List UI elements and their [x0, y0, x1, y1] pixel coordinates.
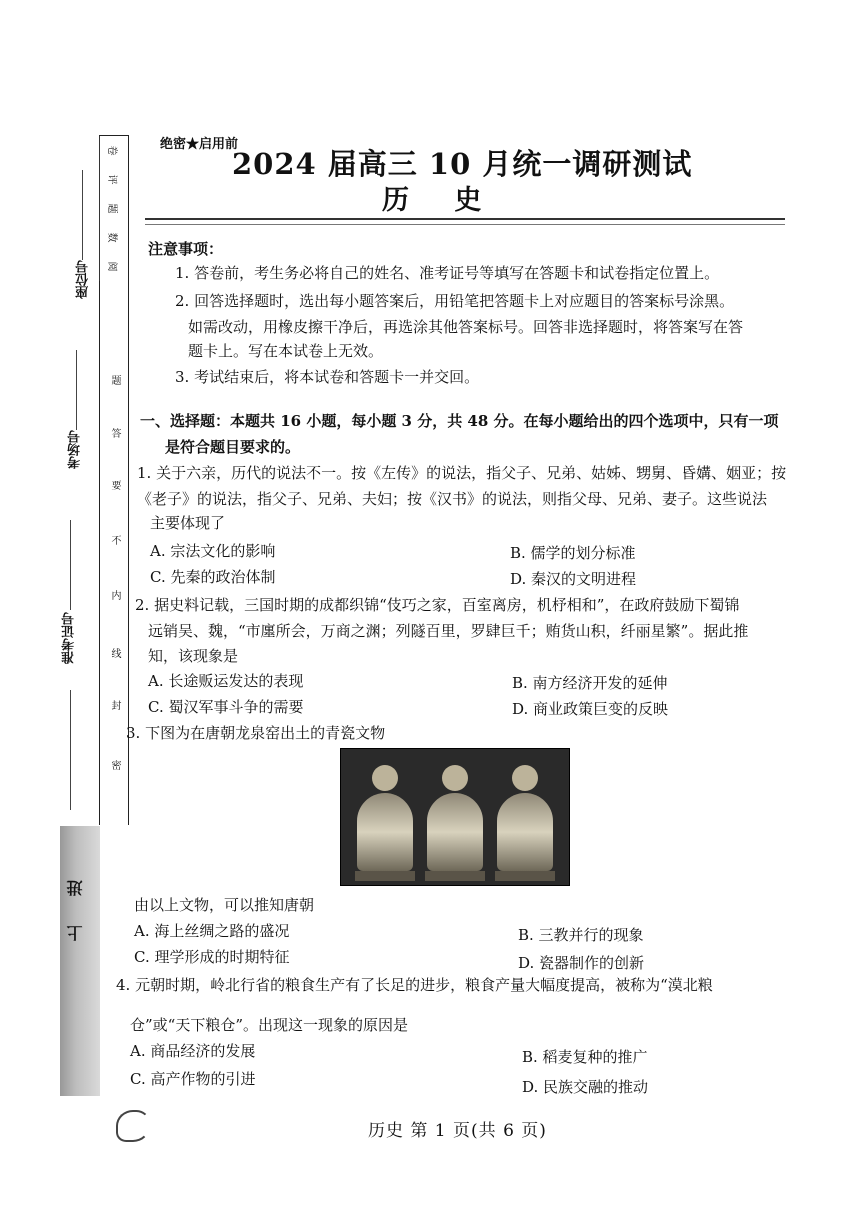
q3-option-c[interactable]: C. 理学形成的时期特征 — [134, 948, 290, 966]
seal-char: 内 — [109, 590, 120, 600]
ticket-number-line-lower — [70, 690, 71, 810]
seal-char: 封 — [109, 700, 120, 710]
question-2-text: 知，该现象是 — [148, 647, 239, 665]
title-underline — [145, 218, 785, 225]
q1-option-b[interactable]: B. 儒学的划分标准 — [510, 544, 636, 562]
q3-option-a[interactable]: A. 海上丝绸之路的盛况 — [134, 922, 290, 940]
ticket-number-label: 准考证号 — [62, 612, 77, 664]
binding-margin — [0, 0, 140, 1227]
up-label: 上 — [66, 925, 85, 941]
exam-room-label: 考场号 — [68, 430, 83, 469]
question-3-text: 3. 下图为在唐朝龙泉窑出土的青瓷文物 — [126, 724, 386, 742]
question-1-text: 1. 关于六亲，历代的说法不一。按《左传》的说法，指父子、兄弟、姑姊、甥舅、昏媾、姻亚；按 — [137, 464, 787, 482]
statue-figure — [495, 765, 555, 881]
question-1-text: 《老子》的说法，指父子、兄弟、夫妇；按《汉书》的说法，则指父母、兄弟、妻子。这些说法 — [137, 490, 768, 508]
q4-option-b[interactable]: B. 稻麦复种的推广 — [522, 1048, 648, 1066]
in-label: 进 — [66, 880, 85, 896]
question-2-text: 远销吴、魏，“市廛所会，万商之渊；列隧百里，罗肆巨千；贿货山积，纤丽星繁”。据此推 — [148, 622, 749, 640]
seat-number-label: 座位号 — [76, 260, 91, 299]
notice-title: 注意事项： — [148, 240, 224, 258]
celadon-statues-image — [340, 748, 570, 886]
grading-grid — [99, 135, 128, 326]
q2-option-d[interactable]: D. 商业政策巨变的反映 — [512, 700, 669, 718]
q3-option-b[interactable]: B. 三教并行的现象 — [518, 926, 644, 944]
q1-option-a[interactable]: A. 宗法文化的影响 — [150, 542, 276, 560]
section-heading-cont: 是符合题目要求的。 — [165, 438, 301, 456]
q1-option-d[interactable]: D. 秦汉的文明进程 — [510, 570, 637, 588]
q2-option-b[interactable]: B. 南方经济开发的延伸 — [512, 674, 668, 692]
page-footer: 历史 第 1 页(共 6 页) — [368, 1121, 547, 1141]
exam-room-line — [76, 350, 77, 430]
q1-option-c[interactable]: C. 先秦的政治体制 — [150, 568, 276, 586]
seal-char: 线 — [109, 648, 120, 658]
notice-item: 2. 回答选择题时，选出每小题答案后，用铅笔把答题卡上对应题目的答案标号涂黑。 — [175, 292, 735, 310]
corner-fold-mark — [116, 1110, 150, 1142]
notice-item: 3. 考试结束后，将本试卷和答题卡一并交回。 — [175, 368, 480, 386]
q4-option-d[interactable]: D. 民族交融的推动 — [522, 1078, 649, 1096]
notice-item: 1. 答卷前，考生务必将自己的姓名、准考证号等填写在答题卡和试卷指定位置上。 — [175, 264, 720, 282]
grid-cell: 数 — [99, 223, 128, 252]
q2-option-c[interactable]: C. 蜀汉军事斗争的需要 — [148, 698, 304, 716]
q2-option-a[interactable]: A. 长途贩运发达的表现 — [148, 672, 304, 690]
binding-shadow — [60, 826, 100, 1096]
statue-figure — [425, 765, 485, 881]
confidential-mark: 绝密★启用前 — [160, 137, 239, 152]
q4-option-a[interactable]: A. 商品经济的发展 — [130, 1042, 256, 1060]
question-4-text: 仓”或“天下粮仓”。出现这一现象的原因是 — [130, 1016, 409, 1034]
question-3-stem: 由以上文物，可以推知唐朝 — [134, 896, 315, 914]
question-4-text: 4. 元朝时期，岭北行省的粮食生产有了长足的进步，粮食产量大幅度提高，被称为“漠北粮 — [116, 976, 713, 994]
page-title: 2024 届高三 10 月统一调研测试 — [232, 147, 693, 181]
notice-item: 如需改动，用橡皮擦干净后，再选涂其他答案标号。回答非选择题时，将答案写在答 — [188, 318, 744, 336]
subject-title: 历 史 — [382, 185, 500, 216]
q3-option-d[interactable]: D. 瓷器制作的创新 — [518, 954, 645, 972]
section-heading: 一、选择题：本题共 16 小题，每小题 3 分，共 48 分。在每小题给出的四个选项中，只有一项 — [140, 412, 779, 430]
notice-item: 题卡上。写在本试卷上无效。 — [188, 342, 384, 360]
statue-figure — [355, 765, 415, 881]
question-1-text: 主要体现了 — [150, 514, 226, 532]
seal-char: 答 — [109, 428, 120, 438]
grid-cell: 评 — [99, 165, 128, 194]
seal-char: 不 — [109, 535, 120, 545]
q4-option-c[interactable]: C. 高产作物的引进 — [130, 1070, 256, 1088]
seal-char: 密 — [109, 760, 120, 770]
ticket-number-line — [70, 520, 71, 610]
seal-char: 要 — [109, 480, 120, 490]
question-2-text: 2. 据史料记载，三国时期的成都织锦“伎巧之家，百室离房，机杼相和”，在政府鼓励下蜀锦 — [135, 596, 740, 614]
grid-cell: 题 — [99, 194, 128, 223]
seal-char: 题 — [109, 375, 120, 385]
grid-cell: 卷 — [99, 136, 128, 165]
grid-cell: 阅 — [99, 252, 128, 281]
seat-number-line — [82, 170, 83, 260]
